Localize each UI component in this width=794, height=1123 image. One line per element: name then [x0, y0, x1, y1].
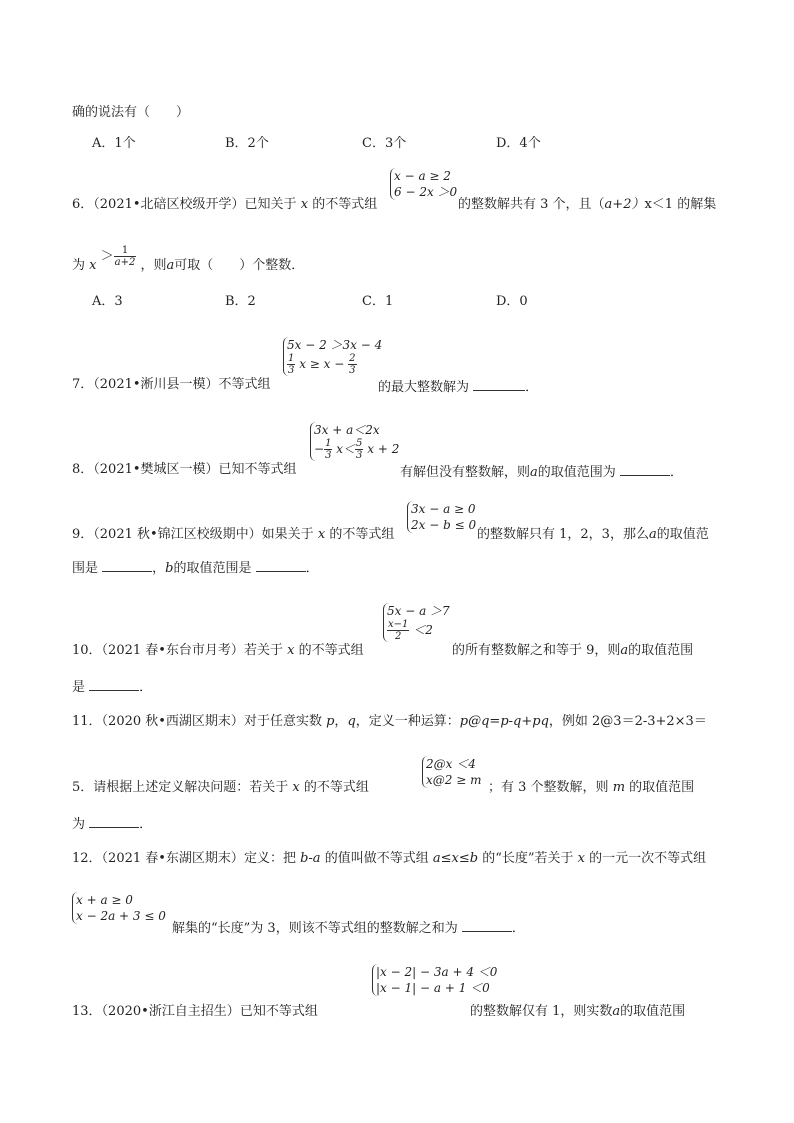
- q11-line2: 5．请根据上述定义解决问题：若关于 x 的不等式组: [72, 780, 369, 795]
- q9-answer-blank-b: [256, 558, 306, 572]
- q5-tail: 确的说法有（ ）: [72, 105, 190, 120]
- q6-line2: 为 x ＞ $\frac{1}{a+2}$ ，则a可取（ ）个整数．: [72, 245, 305, 273]
- q7-line1-end: 的最大整数解为 ．: [378, 377, 538, 396]
- q12-answer-blank: [462, 918, 512, 932]
- q11-line2-end: ；有 3 个整数解，则 m 的取值范围: [488, 780, 695, 795]
- q6-option-c: C．1: [362, 294, 394, 309]
- q5-option-a: A．1个: [92, 136, 136, 151]
- q8-line1: 8．（2021•樊城区一模）已知不等式组: [72, 462, 297, 477]
- q6-option-a: A．3: [92, 294, 123, 309]
- q6-line1: 6．（2021•北碚区校级开学）已知关于 x 的不等式组: [72, 197, 378, 212]
- q12-inequality-system: x + a ≥ 0 x − 2a + 3 ≤ 0: [72, 892, 166, 924]
- q5-option-b: B．2个: [225, 136, 269, 151]
- q10-line2: 是 ．: [72, 677, 152, 696]
- q6-option-d: D．0: [496, 294, 528, 309]
- q13-line1: 13．（2020•浙江自主招生）已知不等式组: [72, 1004, 318, 1019]
- q10-line1-end: 的所有整数解之和等于 9，则a的取值范围: [452, 643, 694, 658]
- q9-line2: 围是 ，b的取值范围是 ．: [72, 558, 319, 577]
- q8-answer-blank: [620, 462, 670, 476]
- q5-option-c: C．3个: [362, 136, 407, 151]
- q5-option-d: D．4个: [496, 136, 541, 151]
- q13-line1-end: 的整数解仅有 1，则实数a的取值范围: [470, 1004, 686, 1019]
- q7-answer-blank: [473, 377, 525, 391]
- q10-line1: 10．（2021 春•东台市月考）若关于 x 的不等式组: [72, 643, 364, 658]
- q7-line1: 7．（2021•淅川县一模）不等式组: [72, 377, 271, 392]
- q9-line1-end: 的整数解只有 1，2，3，那么a的取值范: [477, 527, 709, 542]
- q9-line1: 9．（2021 秋•锦江区校级期中）如果关于 x 的不等式组: [72, 527, 395, 542]
- q6-line1-end: 的整数解共有 3 个，且（a+2）x＜1 的解集: [458, 197, 717, 212]
- q11-line1: 11．（2020 秋•西湖区期末）对于任意实数 p，q，定义一种运算：p@q=p-q+pq，例如 2@3＝2-3+2×3＝: [72, 714, 707, 729]
- q8-line1-end: 有解但没有整数解，则a的取值范围为 ．: [400, 462, 683, 481]
- q8-inequality-system: 3x + a＜2x − $\frac{1}{3}$ x＜ $\frac{5}{3}$ x + 2: [310, 422, 399, 461]
- q7-inequality-system: 5x − 2 ＞3x − 4 $\frac{1}{3}$ x ≥ x − $\frac{2}{3}$: [283, 337, 382, 376]
- q11-line3: 为 ．: [72, 814, 152, 833]
- q12-line1: 12．（2021 春•东湖区期末）定义：把 b-a 的值叫做不等式组 a≤x≤b 的“长度”若关于 x 的一元一次不等式组: [72, 851, 707, 866]
- q9-answer-blank-a: [102, 558, 152, 572]
- q6-inequality-system: x − a ≥ 2 6 − 2x ＞0: [390, 168, 457, 200]
- q11-answer-blank: [89, 814, 139, 828]
- q11-inequality-system: 2@x ＜4 x@2 ≥ m: [422, 756, 481, 788]
- q13-inequality-system: |x − 2| − 3a + 4 ＜0 |x − 1| − a + 1 ＜0: [372, 964, 497, 996]
- q10-answer-blank: [89, 677, 139, 691]
- q10-inequality-system: 5x − a ＞7 $\frac{x-1}{2}$ ＜2: [383, 603, 450, 642]
- q12-line2: 解集的“长度”为 3，则该不等式组的整数解之和为 ．: [172, 918, 525, 937]
- q9-inequality-system: 3x − a ≥ 0 2x − b ≤ 0: [407, 501, 476, 533]
- q6-option-b: B．2: [225, 294, 256, 309]
